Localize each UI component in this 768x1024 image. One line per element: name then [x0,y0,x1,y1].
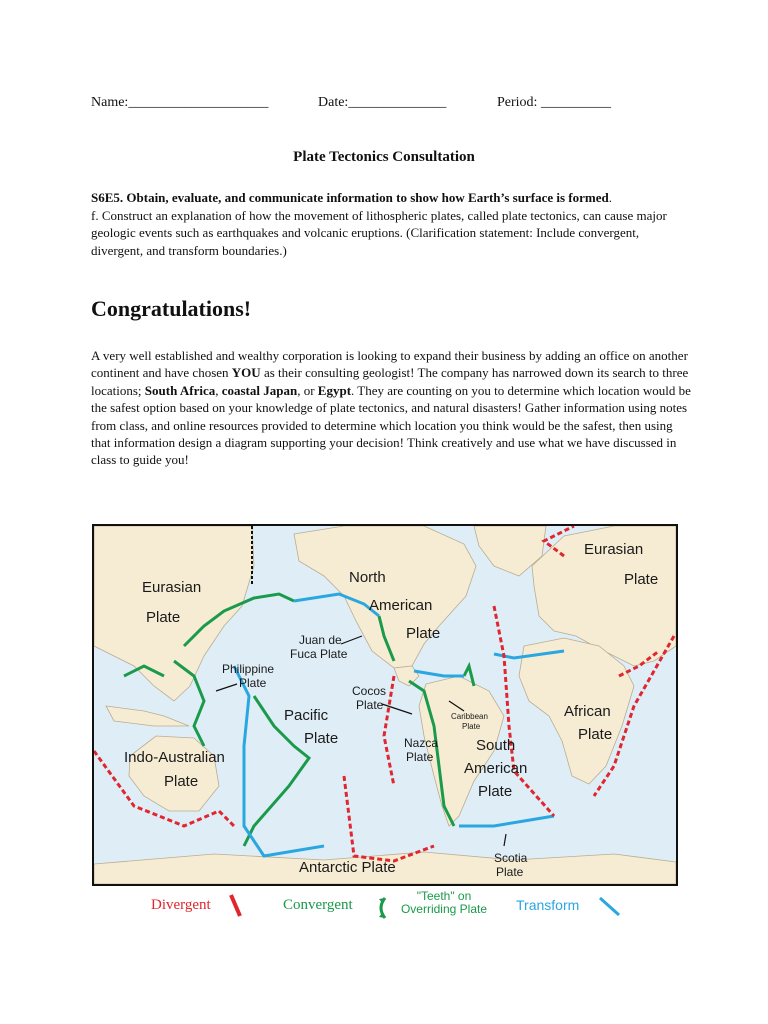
label-nazca: Nazca Plate [404,736,439,764]
period-field: Period: __________ [497,95,611,110]
label-pacific: Pacific Plate [284,707,339,747]
legend-convergent-label: Convergent [283,897,353,913]
legend-teeth-label [394,890,494,916]
page-title: Plate Tectonics Consultation [293,149,475,165]
standard-block [91,189,691,259]
para-text-3: . They are counting on you to determine which location would be the safest option based on your knowledge of plate tectonics, and natural disasters! Gather information using notes from class, and online resources provided to determine which location you think would be the safest, then using that information design a diagram supporting your decision! Think creatively and use what we have discussed in class to guide you! [91,382,691,468]
location-egypt: Egypt [317,382,352,398]
location-coastal-japan: coastal Japan [221,382,298,398]
label-south-american: South American Plate [464,737,528,800]
para-text-2: as their consulting geologist! The company has narrowed down its search to three locations; [91,365,689,398]
teeth-symbol [374,895,392,921]
label-caribbean: Caribbean Plate [451,712,488,731]
legend-teeth-line-1: "Teeth" on [416,889,472,903]
transform-symbol [597,895,623,919]
label-indo-australian: Indo-Australian Plate [124,749,225,790]
para-sep-2: , or [297,382,318,398]
congratulations-heading: Congratulations! [91,296,252,321]
label-eurasian-west: Eurasian Plate [142,579,202,626]
para-text-1: A very well established and wealthy corporation is looking to expand their business by adding an office on another continent and have chosen [91,348,688,381]
divergent-symbol [228,893,244,919]
plate-tectonics-map [92,524,678,886]
intro-paragraph [91,347,691,469]
standard-code: S6E5. Obtain, evaluate, and communicate information to show how Earth’s surface is formed [91,190,609,205]
legend-teeth-line-2: Overriding Plate [400,902,488,916]
standard-description: f. Construct an explanation of how the movement of lithospheric plates, called plate tectonics, can cause major geologic events such as earthquakes and volcanic eruptions. (Clarification statement: Include convergent, divergent, and transform boundaries.) [91,207,667,258]
label-juan-de-fuca: Juan de Fuca Plate [290,633,348,661]
para-sep-1: , [215,382,222,398]
para-you: YOU [231,365,261,381]
label-philippine: Philippine Plate [222,662,275,690]
label-cocos: Cocos Plate [352,684,387,712]
legend-divergent-label: Divergent [151,897,211,913]
label-eurasian-east: Eurasian Plate [584,541,659,588]
standard-period: . [608,190,612,205]
location-south-africa: South Africa [144,382,216,398]
label-antarctic: Antarctic Plate [299,859,396,876]
date-field: Date:______________ [318,95,447,110]
label-scotia: Scotia Plate [494,851,528,879]
label-african: African Plate [564,703,613,743]
name-field: Name:____________________ [91,95,269,110]
label-north-american: North American Plate [349,569,441,642]
legend-transform-label: Transform [516,897,580,913]
